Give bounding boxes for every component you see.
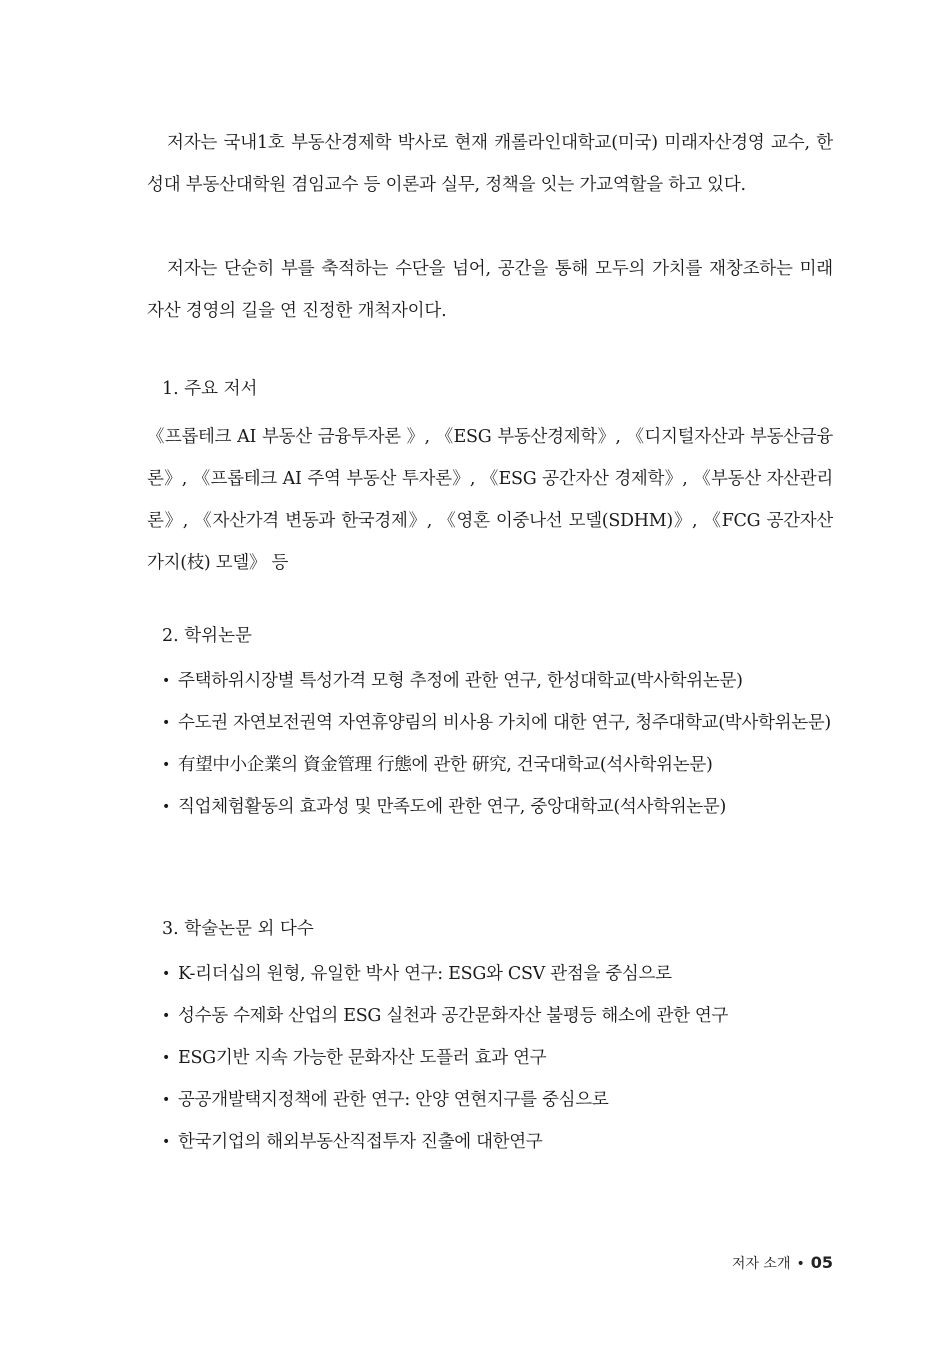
section-heading-books: 1. 주요 저서 <box>162 379 258 399</box>
section-heading-degree-theses: 2. 학위논문 <box>162 626 252 646</box>
bullet-icon: • <box>162 1134 170 1150</box>
bullet-icon: • <box>162 715 170 731</box>
books-list-text: 《프롭테크 AI 부동산 금융투자론 》, 《ESG 부동산경제학》, 《디지털자산과 부동산금융론》, 《프롭테크 AI 주역 부동산 투자론》, 《ESG 공간자산 경제학》, 《부동산 자산관리론》, 《자산가격 변동과 한국경제》, 《영혼 이중나선 모델(SDHM)》, 《FCG 공간자산 가지(枝) 모델》 등 <box>147 427 833 573</box>
bullet-icon: • <box>162 966 170 982</box>
list-item-text: 주택하위시장별 특성가격 모형 추정에 관한 연구, 한성대학교(박사학위논문) <box>178 671 743 691</box>
list-item-text: K-리더십의 원형, 유일한 박사 연구: ESG와 CSV 관점을 중심으로 <box>178 964 672 984</box>
page-number: 05 <box>810 1253 833 1272</box>
list-item-text: 수도권 자연보전권역 자연휴양림의 비사용 가치에 대한 연구, 청주대학교(박사학위논문) <box>178 713 831 733</box>
list-item-text: ESG기반 지속 가능한 문화자산 도플러 효과 연구 <box>178 1048 547 1068</box>
section-heading-academic-papers: 3. 학술논문 외 다수 <box>162 919 314 939</box>
bullet-icon: • <box>162 1050 170 1066</box>
list-item-text: 성수동 수제화 산업의 ESG 실천과 공간문화자산 불평등 해소에 관한 연구 <box>178 1006 729 1026</box>
academic-papers-list <box>162 953 834 1163</box>
intro-paragraph-2: 저자는 단순히 부를 축적하는 수단을 넘어, 공간을 통해 모두의 가치를 재창조하는 미래 자산 경영의 길을 연 진정한 개척자이다. <box>147 259 833 321</box>
bullet-icon: • <box>162 799 170 815</box>
list-item <box>162 786 834 828</box>
bullet-icon: • <box>162 1092 170 1108</box>
list-item <box>162 995 834 1037</box>
bullet-icon: • <box>162 1008 170 1024</box>
page-footer <box>732 1251 833 1276</box>
bullet-icon: • <box>162 757 170 773</box>
bullet-icon: • <box>162 673 170 689</box>
footer-section-title: 저자 소개 <box>731 1256 791 1272</box>
footer-separator-icon: • <box>796 1256 805 1272</box>
intro-paragraph-1: 저자는 국내1호 부동산경제학 박사로 현재 캐롤라인대학교(미국) 미래자산경영 교수, 한성대 부동산대학원 겸임교수 등 이론과 실무, 정책을 잇는 가교역할을 하고 있다. <box>147 133 833 195</box>
list-item <box>162 953 834 995</box>
list-item <box>162 1121 834 1163</box>
list-item-text: 공공개발택지정책에 관한 연구: 안양 연현지구를 중심으로 <box>178 1090 609 1110</box>
list-item <box>162 660 834 702</box>
list-item-text: 有望中小企業의 資金管理 行態에 관한 硏究, 건국대학교(석사학위논문) <box>178 755 713 775</box>
list-item <box>162 1079 834 1121</box>
list-item <box>162 1037 834 1079</box>
list-item <box>162 744 834 786</box>
list-item-text: 한국기업의 해외부동산직접투자 진출에 대한연구 <box>178 1132 543 1152</box>
degree-theses-list <box>162 660 834 828</box>
list-item-text: 직업체험활동의 효과성 및 만족도에 관한 연구, 중앙대학교(석사학위논문) <box>178 797 727 817</box>
list-item <box>162 702 834 744</box>
